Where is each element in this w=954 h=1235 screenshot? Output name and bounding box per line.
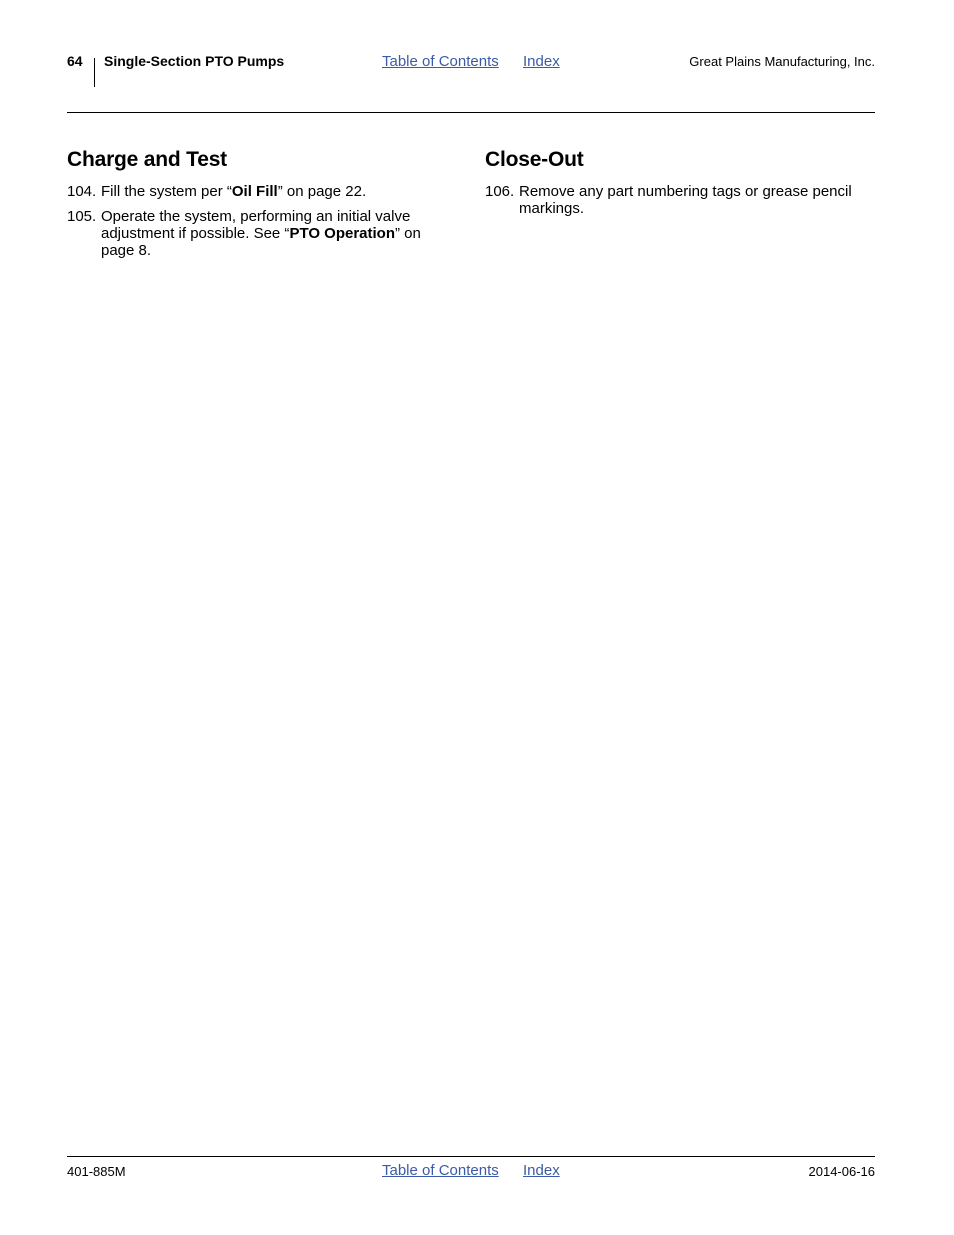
footer-index-link[interactable]: Index [523,1162,560,1179]
header-divider [94,58,95,87]
item-text: Fill the system per “Oil Fill” on page 22. [101,183,367,200]
list-item [485,183,870,217]
heading-charge-and-test: Charge and Test [67,148,227,171]
item-number: 104. [67,183,97,200]
header-toc-link[interactable]: Table of Contents [382,53,499,70]
heading-close-out: Close-Out [485,148,584,171]
pto-operation-ref: PTO Operation [289,225,396,242]
footer-rule [67,1156,875,1157]
section-title: Single-Section PTO Pumps [104,53,285,69]
list-item [67,183,437,200]
list-item [67,208,437,259]
document-id: 401-885M [67,1164,126,1179]
oil-fill-ref: Oil Fill [231,183,278,200]
footer-toc-link[interactable]: Table of Contents [382,1162,499,1179]
header-index-link[interactable]: Index [523,53,560,70]
company-name: Great Plains Manufacturing, Inc. [689,54,875,69]
item-text: Remove any part numbering tags or grease pencil markings. [519,183,852,217]
charge-test-list [67,183,437,267]
item-number: 106. [485,183,515,200]
item-number: 105. [67,208,97,225]
close-out-list [485,183,870,225]
page-number: 64 [67,53,83,69]
document-date: 2014-06-16 [808,1164,875,1179]
item-text: Operate the system, performing an initial valve adjustment if possible. See “PTO Operation” on page 8. [101,208,421,259]
header-rule [67,112,875,113]
